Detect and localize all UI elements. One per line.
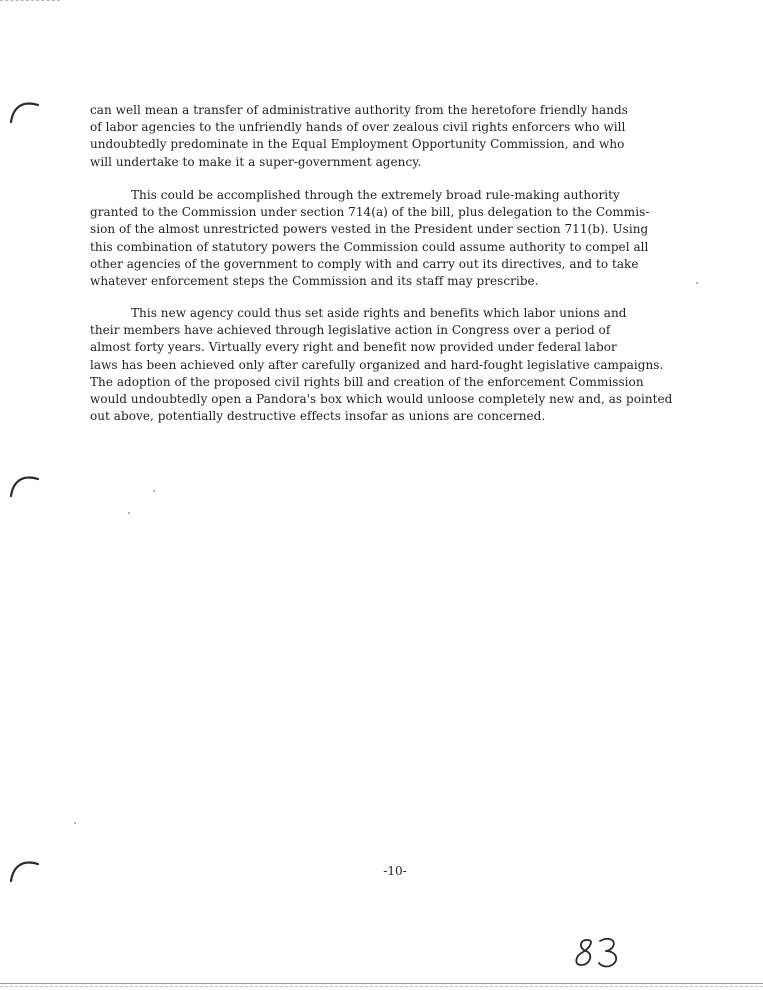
hole-punch-arc-icon — [8, 855, 42, 885]
bottom-scan-edge-dashed — [0, 986, 763, 989]
text-line: whatever enforcement steps the Commission and its staff may prescribe. — [90, 274, 539, 289]
text-line: almost forty years. Virtually every right and benefit now provided under federal labor — [90, 340, 617, 355]
text-line: laws has been achieved only after carefully organized and hard-fought legislative campaigns. — [90, 357, 664, 372]
hole-punch-arc-icon — [8, 470, 42, 500]
handwritten-page-number — [572, 934, 628, 972]
text-line: granted to the Commission under section 714(a) of the bill, plus delegation to the Commis- — [90, 205, 650, 220]
paragraph-1 — [90, 102, 722, 171]
text-line: would undoubtedly open a Pandora's box which would unloose completely new and, as pointed — [90, 392, 673, 407]
scan-speck — [153, 490, 155, 492]
text-line: of labor agencies to the unfriendly hands of over zealous civil rights enforcers who will — [90, 120, 626, 135]
scan-speck — [128, 512, 130, 514]
text-line: This new agency could thus set aside rights and benefits which labor unions and — [131, 306, 627, 320]
page-number: -10- — [383, 864, 407, 878]
hole-punch-arc-icon — [8, 96, 42, 126]
text-line: out above, potentially destructive effects insofar as unions are concerned. — [90, 409, 546, 424]
scan-speck — [696, 282, 698, 284]
paragraph-3 — [90, 305, 722, 425]
text-line: this combination of statutory powers the Commission could assume authority to compel all — [90, 239, 649, 254]
text-line: This could be accomplished through the extremely broad rule-making authority — [131, 188, 620, 202]
top-scan-edge — [0, 0, 60, 5]
text-line: their members have achieved through legislative action in Congress over a period of — [90, 323, 611, 338]
paragraph-2 — [90, 187, 722, 290]
text-line: other agencies of the government to comply with and carry out its directives, and to take — [90, 256, 639, 271]
text-line: The adoption of the proposed civil rights bill and creation of the enforcement Commission — [90, 374, 644, 389]
text-line: will undertake to make it a super-government agency. — [90, 154, 422, 169]
text-line: sion of the almost unrestricted powers vested in the President under section 711(b). Using — [90, 222, 649, 237]
text-line: can well mean a transfer of administrative authority from the heretofore friendly hands — [90, 103, 628, 117]
text-line: undoubtedly predominate in the Equal Employment Opportunity Commission, and who — [90, 137, 625, 152]
scan-speck — [74, 822, 76, 824]
